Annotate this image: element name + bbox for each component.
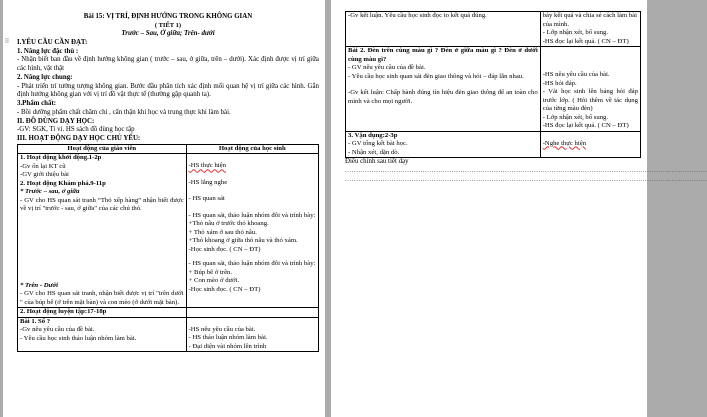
activity-2-student-1: -HS lắng nghe xyxy=(188,178,228,186)
table-row xyxy=(346,131,641,158)
activity-1-teacher-2: -GV giới thiệu bài xyxy=(20,171,69,179)
exercise-2-student-2: -HS hỏi đáp. xyxy=(542,79,577,87)
student-cell xyxy=(540,12,640,47)
activity-2-student-2: - HS quan sát xyxy=(188,195,225,203)
table-row xyxy=(18,317,319,352)
student-cell xyxy=(540,47,640,132)
exercise-2-student-1: -HS nêu yêu cầu của bài. xyxy=(542,71,610,78)
exercise-2-student-5: -HS đọc lại kết quả. ( CN – ĐT) xyxy=(542,122,629,129)
activity-2-student-4a: + Búp bê ở trên. xyxy=(188,268,233,276)
activity-4-teacher-2: - Nhận xét, dặn dò. xyxy=(348,148,400,156)
activity-2-teacher-2: - GV cho HS quan sát tranh, nhận biết được vị trí "trên dưới " của búp bê (ở trên mặt bàn) và con mèo (ở dưới mặt bàn). xyxy=(20,290,184,306)
activity-2-student-4b: + Con mèo ở dưới. xyxy=(188,277,240,285)
exercise-1-student-6: -HS đọc lại kết quả. ( CN – ĐT) xyxy=(542,37,629,45)
teacher-cell xyxy=(346,47,541,132)
header-teacher: Hoạt động của giáo viên xyxy=(18,144,187,154)
exercise-1-teacher-2: - Yêu cầu học sinh thảo luận nhóm làm bài. xyxy=(20,334,137,342)
teacher-cell xyxy=(18,308,187,318)
activity-2-sub-1: * Trước – sau, ở giữa xyxy=(20,188,80,196)
table-row xyxy=(346,12,641,47)
table-row xyxy=(18,308,319,318)
objective-3-text: - Bồi dưỡng phẩm chất chăm chỉ , cẩn thận khi học và trung thực khi làm bài. xyxy=(17,108,231,116)
materials-text: -GV: SGK, Ti vi. HS sách đồ dùng học tập xyxy=(17,126,135,134)
activity-2-student-3d: -Học sinh đọc. ( CN – ĐT) xyxy=(188,245,261,253)
activity-2-teacher-1: - GV cho HS quan sát tranh “Thỏ xếp hàng” nhận biết được về vị trí "trước - sau, ở giữa" của các chú thỏ. xyxy=(20,196,184,213)
activity-2-student-3: - HS quan sát, thảo luận nhóm đôi và trình bày: xyxy=(188,211,316,219)
activity-2-student-3a: +Thỏ nâu ở trước thỏ khoang. xyxy=(188,220,269,228)
section-materials: II. ĐỒ DÙNG DẠY HỌC: xyxy=(17,117,95,125)
teacher-cell xyxy=(346,12,541,47)
exercise-1-student-1: -HS nêu yêu cầu của bài. xyxy=(188,325,256,333)
table-row xyxy=(18,154,319,308)
exercise-2-title: Bài 2. Đèn trên cùng màu gì ? Đèn ở giữa màu gì ? Đèn ở dưới cùng màu gì? xyxy=(348,47,538,63)
exercise-2-student-4: - Lớp nhận xét, bổ sung. xyxy=(542,113,609,121)
exercise-1-student-4: bày kết quả và chia sẻ cách làm bài của mình. xyxy=(542,12,638,28)
objective-2-heading: 2. Năng lực chung: xyxy=(17,73,73,81)
adjustment-line-2: ................................................................................................................................................................... xyxy=(345,175,707,183)
exercise-1-student-2: - HS thảo luận nhóm làm bài. xyxy=(188,334,268,342)
student-cell xyxy=(186,154,318,308)
exercise-2-teacher-1: - GV nêu yêu cầu của đề bài. xyxy=(348,64,426,71)
objective-1-text: - Nhận biết ban đầu về định hướng không gian ( trước – sau, ở giữa, trên – dưới). Xác định được vị trí giữa các hình, vật thật xyxy=(17,56,319,73)
adjustment-note-label: Điều chỉnh sau tiết dạy xyxy=(345,158,409,165)
section-activities: III. HOẠT ĐỘNG DẠY HỌC CHỦ YẾU: xyxy=(17,135,141,143)
header-student: Hoạt động của học sinh xyxy=(186,144,318,154)
activity-1-student-1: -HS thực hiện xyxy=(188,162,226,170)
objective-2-text: - Phát triển trí tưởng tượng không gian. Bước đầu phân tích xác định mối quan hệ vị trí giữa các hình. Gắn định hướng không gian với vị trí đồ vật thực tế (thường gặp quanh ta). xyxy=(17,82,319,99)
exercise-1-title: Bài 1. Số ? xyxy=(20,317,51,325)
adjustment-line-1: ................................................................................................................................................................... xyxy=(345,166,707,174)
teacher-cell xyxy=(18,154,187,308)
activity-2-student-3c: +Thỏ khoang ở giữa thỏ nâu và thỏ xám. xyxy=(188,237,298,245)
activity-2-student-4c: -Học sinh đọc. ( CN – ĐT) xyxy=(188,285,261,293)
table-header-row xyxy=(18,144,319,154)
exercise-2-teacher-2: - Yêu cầu học sinh quan sát đèn giao thông và hỏi – đáp lẫn nhau. xyxy=(348,72,524,80)
exercise-1-teacher-1: -Gv nêu yêu cầu của đề bài. xyxy=(20,326,95,334)
table-row xyxy=(346,47,641,132)
activity-1-teacher-1: -Gv ổn lại KT cũ xyxy=(20,162,66,170)
lesson-subtitle: Trước – Sau, Ở giữa; Trên- dưới xyxy=(121,30,215,38)
student-cell xyxy=(540,131,640,158)
activity-2-student-3b: + Thỏ xám ở sau thỏ nâu. xyxy=(188,228,257,236)
activity-2-student-4: - HS quan sát, thảo luận nhóm đôi và trình bày: xyxy=(188,260,316,268)
exercise-2-student-3: - Vài học sinh lên bảng hỏi đáp trước lớp. ( Hỏi thêm về tác dụng của từng màu đèn) xyxy=(542,88,638,112)
teacher-cell xyxy=(18,317,187,352)
activity-1-title: 1. Hoạt động khởi động.1-2p xyxy=(20,154,102,162)
student-cell xyxy=(186,317,318,352)
section-objectives: I.YÊU CẦU CẦN ĐẠT: xyxy=(17,38,88,46)
activity-3-title: 2. Hoạt động luyện tập:17-18p xyxy=(20,308,107,316)
activity-4-title: 3. Vận dụng:2-3p xyxy=(348,131,398,139)
activity-2-title: 2. Hoạt động Khám phá.9-11p xyxy=(20,179,106,187)
objective-3-heading: 3.Phẩm chất: xyxy=(17,100,57,108)
activities-table-continued xyxy=(345,11,641,158)
student-cell xyxy=(186,308,318,318)
objective-1-heading: 1. Năng lực đặc thù : xyxy=(17,47,79,55)
exercise-2-teacher-3: -Gv kết luận: Chấp hành đúng tín hiệu đèn giao thông để an toàn cho mình và cho mọi người. xyxy=(348,89,538,105)
table-move-handle-icon[interactable]: ⁞⁞ xyxy=(5,37,9,45)
activities-table xyxy=(17,144,319,353)
document-page-left xyxy=(3,0,325,417)
activity-4-student-1: -Nghe thực hiện xyxy=(542,139,587,147)
activity-2-sub-2: * Trên - Dưới xyxy=(20,281,58,289)
exercise-1-teacher-3: -Gv kết luận. Yêu cầu học sinh đọc to kết quả đúng. xyxy=(348,12,487,19)
activity-4-teacher-1: - GV tổng kết bài học. xyxy=(348,140,408,147)
exercise-1-student-5: - Lớp nhận xét, bổ sung. xyxy=(542,29,609,36)
exercise-1-student-3: - Đại diện vài nhóm lên trình xyxy=(188,342,267,350)
lesson-title: Bài 15: VỊ TRÍ, ĐỊNH HƯỚNG TRONG KHÔNG GIAN xyxy=(83,13,253,20)
lesson-period: ( TIẾT 1) xyxy=(154,21,182,29)
teacher-cell xyxy=(346,131,541,158)
document-page-right xyxy=(331,0,707,417)
